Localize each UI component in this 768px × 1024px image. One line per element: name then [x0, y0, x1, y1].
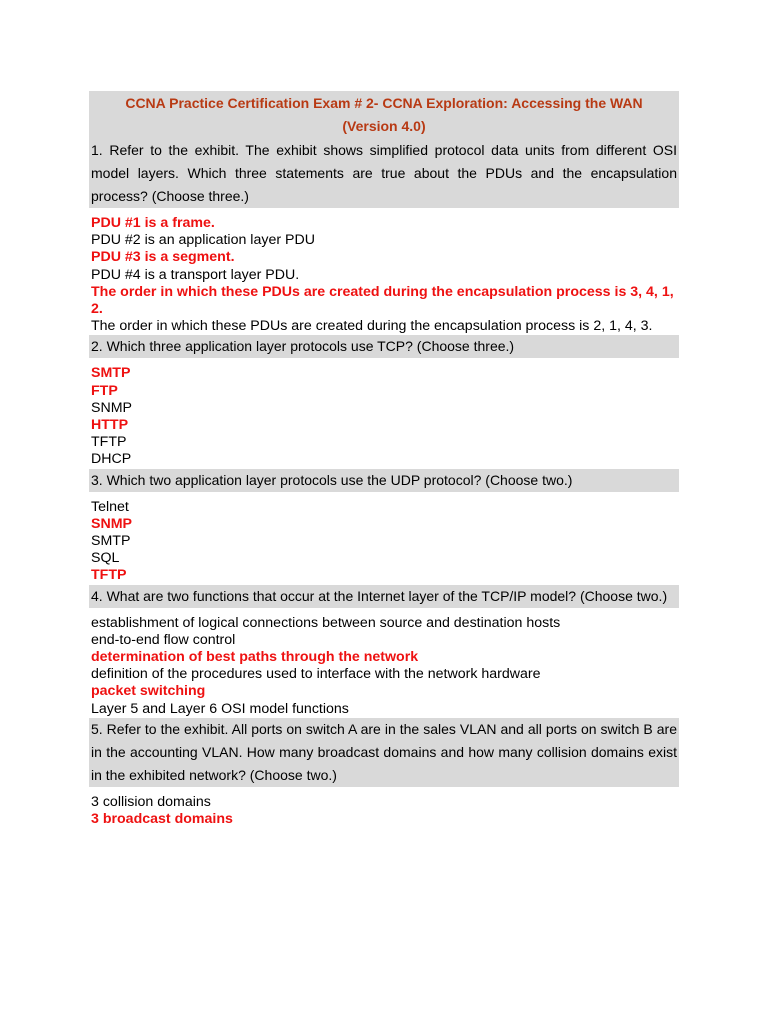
- answer-option: DHCP: [91, 451, 132, 468]
- answer-option: SMTP: [91, 533, 131, 550]
- correct-answer: 3 broadcast domains: [91, 811, 233, 828]
- correct-answer: PDU #3 is a segment.: [91, 249, 235, 266]
- answer-list: [89, 492, 679, 585]
- question-text: 1. Refer to the exhibit. The exhibit shows simplified protocol data units from different OSI model layers. Which three statements are true about the PDUs and the encapsulation process? (Choose three.): [89, 139, 679, 208]
- correct-answer: FTP: [91, 382, 118, 399]
- exam-title: [89, 91, 679, 139]
- answer-list: [89, 358, 679, 468]
- answer-option: definition of the procedures used to interface with the network hardware: [91, 666, 541, 683]
- question-text: 3. Which two application layer protocols use the UDP protocol? (Choose two.): [89, 469, 679, 492]
- exam-content: [89, 91, 679, 828]
- answer-option: 3 collision domains: [91, 793, 211, 810]
- answer-option: PDU #2 is an application layer PDU: [91, 232, 315, 249]
- answer-option: end-to-end flow control: [91, 631, 236, 648]
- correct-answer: PDU #1 is a frame.: [91, 215, 215, 231]
- exam-title-line1: CCNA Practice Certification Exam # 2- CCNA Exploration: Accessing the WAN: [125, 95, 643, 111]
- answer-option: SQL: [91, 550, 120, 567]
- answer-option: Layer 5 and Layer 6 OSI model functions: [91, 700, 349, 717]
- correct-answer: HTTP: [91, 417, 129, 434]
- correct-answer: SMTP: [91, 365, 131, 382]
- answer-list: [89, 608, 679, 718]
- answer-option: The order in which these PDUs are created during the encapsulation process is 2, 1, 4, 3.: [91, 318, 653, 335]
- correct-answer: determination of best paths through the network: [91, 649, 419, 666]
- question-text: 2. Which three application layer protocols use TCP? (Choose three.): [89, 335, 679, 358]
- question-list: [89, 139, 679, 828]
- correct-answer: The order in which these PDUs are created during the encapsulation process is 3, 4, 1, 2.: [91, 283, 674, 318]
- answer-option: TFTP: [91, 434, 127, 451]
- answer-option: SNMP: [91, 399, 132, 416]
- answer-option: establishment of logical connections between source and destination hosts: [91, 614, 561, 631]
- correct-answer: SNMP: [91, 515, 132, 532]
- question-text: 4. What are two functions that occur at the Internet layer of the TCP/IP model? (Choose two.): [89, 585, 679, 608]
- correct-answer: TFTP: [91, 567, 127, 584]
- exam-title-line2: (Version 4.0): [342, 118, 426, 134]
- answer-option: Telnet: [91, 498, 129, 515]
- answer-option: PDU #4 is a transport layer PDU.: [91, 266, 300, 283]
- question-text: 5. Refer to the exhibit. All ports on switch A are in the sales VLAN and all ports on switch B are in the accounting VLAN. How many broadcast domains and how many collision domains exist in the exhibited network? (Choose two.): [89, 718, 679, 787]
- answer-list: [89, 208, 679, 335]
- answer-list: [89, 787, 679, 828]
- correct-answer: packet switching: [91, 683, 206, 700]
